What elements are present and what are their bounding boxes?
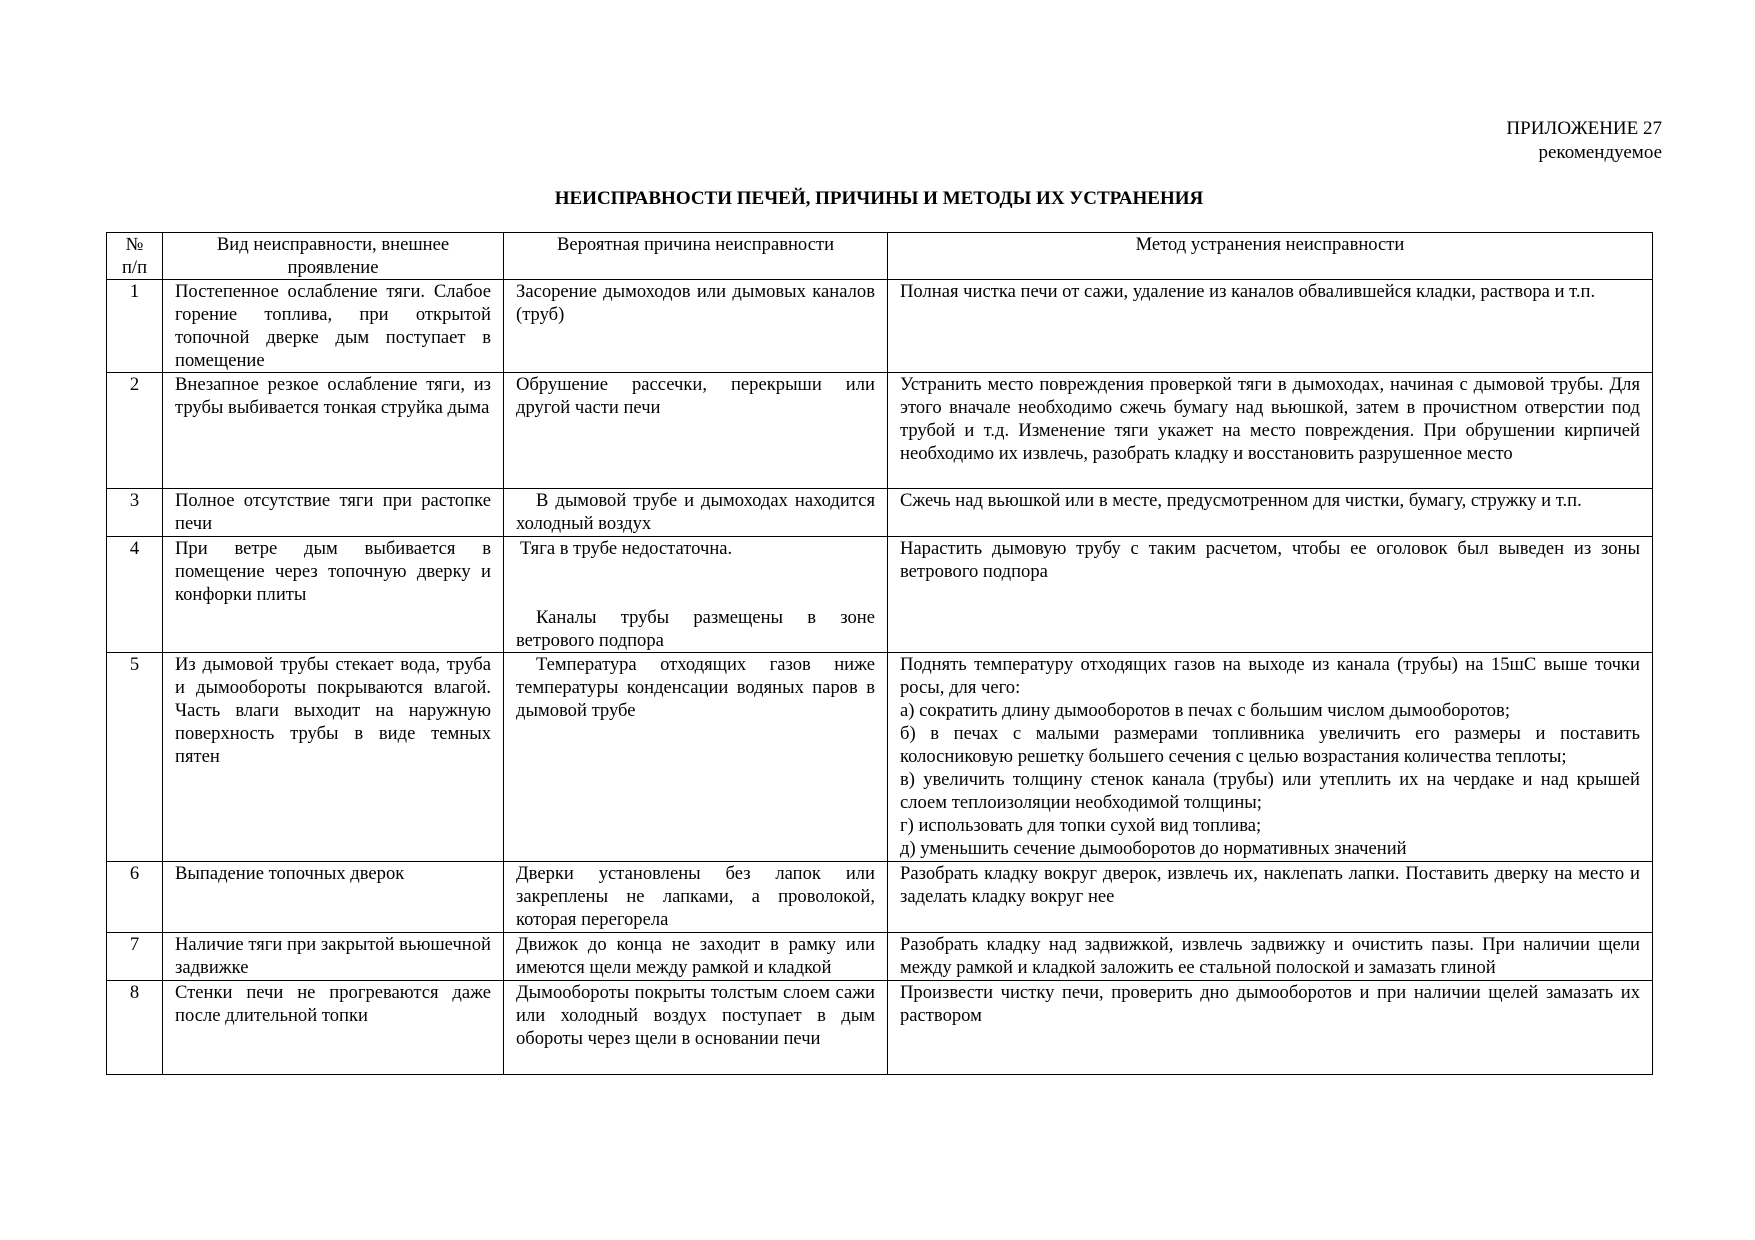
cause-cell: Дверки установлены без лапок или закреплены не лапками, а проволокой, которая перегорела [504,862,888,933]
faults-table [106,232,1653,1075]
fault-cell: Стенки печи не прогреваются даже после длительной топки [163,981,504,1075]
table-row [107,489,1653,537]
column-header-num: № п/п [107,233,163,280]
method-line: Поднять температуру отходящих газов на выходе из канала (трубы) на 15шС выше точки росы, для чего: [900,654,1640,698]
fault-cell: Из дымовой трубы стекает вода, труба и дымообороты покрываются влагой. Часть влаги выходит на наружную поверхность трубы в виде темных пятен [163,653,504,862]
method-cell: Полная чистка печи от сажи, удаление из каналов обвалившейся кладки, раствора и т.п. [888,280,1653,373]
column-header-method: Метод устранения неисправности [888,233,1653,280]
row-number: 5 [107,653,163,862]
cause-cell: В дымовой трубе и дымоходах находится холодный воздух [504,489,888,537]
row-number: 8 [107,981,163,1075]
fault-cell: Полное отсутствие тяги при растопке печи [163,489,504,537]
table-row [107,653,1653,862]
method-cell: Разобрать кладку над задвижкой, извлечь задвижку и очистить пазы. При наличии щели между рамкой и кладкой заложить ее стальной полоской и замазать глиной [888,933,1653,981]
cause-cell: Обрушение рассечки, перекрыши или другой части печи [504,373,888,489]
method-cell [888,653,1653,862]
method-line: а) сократить длину дымооборотов в печах с большим числом дымооборотов; [900,700,1510,721]
fault-cell: При ветре дым выбивается в помещение через топочную дверку и конфорки плиты [163,537,504,653]
cause-cell: Дымообороты покрыты толстым слоем сажи или холодный воздух поступает в дым обороты через щели в основании печи [504,981,888,1075]
cause-cell: Засорение дымоходов или дымовых каналов (труб) [504,280,888,373]
cause-part-1: Тяга в трубе недостаточна. [520,538,733,559]
method-cell: Устранить место повреждения проверкой тяги в дымоходах, начиная с дымовой трубы. Для этого вначале необходимо сжечь бумагу над вьюшкой, затем в прочистном отверстии под трубой и т.д. Изменение тяги укажет на место повреждения. При обрушении кирпичей необходимо их извлечь, разобрать кладку и восстановить разрушенное место [888,373,1653,489]
method-cell: Произвести чистку печи, проверить дно дымооборотов и при наличии щелей замазать их раствором [888,981,1653,1075]
fault-cell: Внезапное резкое ослабление тяги, из трубы выбивается тонкая струйка дыма [163,373,504,489]
row-number: 6 [107,862,163,933]
column-header-fault: Вид неисправности, внешнее проявление [163,233,504,280]
appendix-label: ПРИЛОЖЕНИЕ 27 [1506,118,1662,139]
column-header-cause: Вероятная причина неисправности [504,233,888,280]
table-row [107,981,1653,1075]
method-line: г) использовать для топки сухой вид топлива; [900,815,1262,836]
row-number: 1 [107,280,163,373]
document-title: НЕИСПРАВНОСТИ ПЕЧЕЙ, ПРИЧИНЫ И МЕТОДЫ ИХ УСТРАНЕНИЯ [554,188,1204,209]
appendix-header [1506,117,1662,165]
fault-cell: Постепенное ослабление тяги. Слабое горение топлива, при открытой топочной дверке дым поступает в помещение [163,280,504,373]
table-row [107,537,1653,653]
table-row [107,933,1653,981]
row-number: 4 [107,537,163,653]
method-line: д) уменьшить сечение дымооборотов до нормативных значений [900,838,1407,859]
fault-cell: Выпадение топочных дверок [163,862,504,933]
cause-cell: Температура отходящих газов ниже температуры конденсации водяных паров в дымовой трубе [504,653,888,862]
row-number: 3 [107,489,163,537]
fault-cell: Наличие тяги при закрытой вьюшечной задвижке [163,933,504,981]
method-cell: Сжечь над вьюшкой или в месте, предусмотренном для чистки, бумагу, стружку и т.п. [888,489,1653,537]
row-number: 2 [107,373,163,489]
cause-spacer [516,560,875,606]
method-line: б) в печах с малыми размерами топливника увеличить его размеры и поставить колосниковую решетку большего сечения с целью возрастания количества теплоты; [900,723,1640,767]
row-number: 7 [107,933,163,981]
table-header-row [107,233,1653,280]
method-cell: Разобрать кладку вокруг дверок, извлечь их, наклепать лапки. Поставить дверку на место и заделать кладку вокруг нее [888,862,1653,933]
cause-cell [504,537,888,653]
method-cell: Нарастить дымовую трубу с таким расчетом, чтобы ее оголовок был выведен из зоны ветрового подпора [888,537,1653,653]
table-row [107,280,1653,373]
appendix-note: рекомендуемое [1538,142,1662,163]
table-row [107,373,1653,489]
cause-part-2: Каналы трубы размещены в зоне ветрового подпора [516,607,875,651]
cause-cell: Движок до конца не заходит в рамку или имеются щели между рамкой и кладкой [504,933,888,981]
table-row [107,862,1653,933]
method-line: в) увеличить толщину стенок канала (трубы) или утеплить их на чердаке и над крышей слоем теплоизоляции необходимой толщины; [900,769,1640,813]
